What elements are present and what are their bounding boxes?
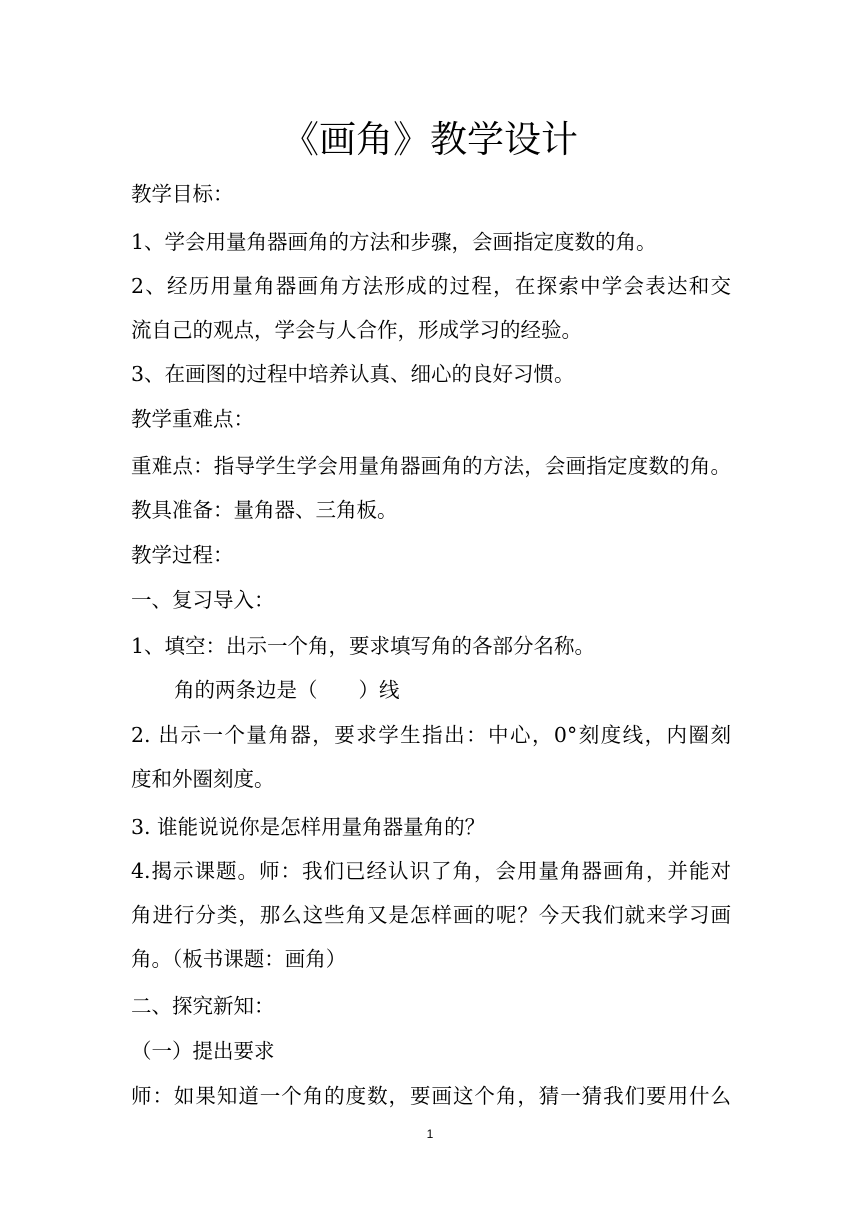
section-heading: 教学过程： (131, 543, 234, 567)
paragraph-line: 重难点：指导学生学会用量角器画角的方法，会画指定度数的角。 (131, 454, 731, 478)
paragraph-line: 3. 谁能说说你是怎样用量角器量角的？ (131, 815, 486, 839)
paragraph-line: 4.揭示课题。师：我们已经认识了角，会用量角器画角，并能对 (131, 859, 731, 883)
paragraph-line: 角进行分类，那么这些角又是怎样画的呢？今天我们就来学习画 (131, 903, 731, 927)
paragraph-line: 1、填空：出示一个角，要求填写角的各部分名称。 (131, 634, 596, 658)
paragraph-line: 2、经历用量角器画角方法形成的过程，在探索中学会表达和交 (131, 274, 731, 298)
paragraph-line: 角。（板书课题：画角） (131, 947, 347, 971)
paragraph-line: 3、在画图的过程中培养认真、细心的良好习惯。 (131, 362, 575, 386)
document-title: 《画角》教学设计 (282, 118, 578, 161)
paragraph-line: 流自己的观点，学会与人合作，形成学习的经验。 (131, 318, 582, 342)
section-heading: 一、复习导入： (131, 588, 275, 612)
section-heading: 教学重难点： (131, 407, 254, 431)
paragraph-line: 度和外圈刻度。 (131, 767, 275, 791)
paragraph-line: 教具准备：量角器、三角板。 (131, 498, 398, 522)
paragraph-line: 2. 出示一个量角器，要求学生指出：中心，0°刻度线，内圈刻 (131, 723, 731, 747)
paragraph-line: 师：如果知道一个角的度数，要画这个角，猜一猜我们要用什么 (131, 1084, 731, 1108)
page-number: 1 (426, 1127, 434, 1141)
subsection-heading: （一）提出要求 (131, 1039, 275, 1063)
paragraph-line: 教学目标： (131, 182, 234, 206)
section-heading: 二、探究新知： (131, 994, 275, 1018)
paragraph-line: 角的两条边是（ ）线 (174, 678, 400, 702)
paragraph-line: 1、学会用量角器画角的方法和步骤，会画指定度数的角。 (131, 230, 657, 254)
